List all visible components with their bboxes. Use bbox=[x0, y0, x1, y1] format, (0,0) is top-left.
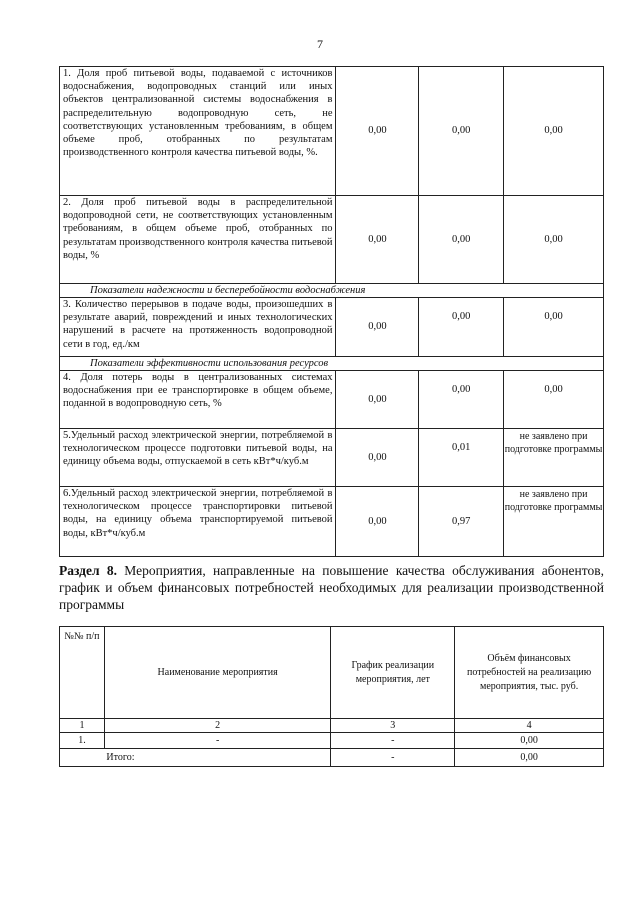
indicator-value-1: 0,00 bbox=[336, 298, 419, 357]
table-row bbox=[60, 429, 604, 487]
section-title: Показатели надежности и бесперебойности водоснабжения bbox=[90, 284, 366, 296]
indicator-description: 4. Доля потерь воды в централизованных системах водоснабжения при ее транспортировке в общем объеме, поданной в водопроводную сеть, % bbox=[60, 371, 336, 429]
indicator-description: 3. Количество перерывов в подаче воды, произошедших в результате аварий, повреждений и иных технологических нарушений в расчете на протяженность водопроводной сети в год, ед./км bbox=[60, 298, 336, 357]
indicator-value-3: 0,00 bbox=[504, 371, 604, 429]
table-row bbox=[60, 298, 604, 357]
table-row bbox=[60, 733, 604, 749]
column-number: 3 bbox=[331, 719, 455, 733]
indicator-value-2: 0,01 bbox=[419, 429, 504, 487]
table-row bbox=[60, 67, 604, 196]
indicator-value-3: 0,00 bbox=[504, 298, 604, 357]
indicator-description: 2. Доля проб питьевой воды в распределительной водопроводной сети, не соответствующих установленным требованиям, в общем объеме проб, отобранных по результатам производственного контроля качества питьевой воды, % bbox=[60, 196, 336, 284]
indicator-value-1: 0,00 bbox=[336, 429, 419, 487]
indicator-value-2: 0,00 bbox=[419, 196, 504, 284]
measures-table bbox=[59, 626, 604, 767]
indicator-value-2: 0,97 bbox=[419, 487, 504, 557]
table-row bbox=[60, 371, 604, 429]
total-schedule: - bbox=[331, 749, 455, 767]
section-row bbox=[60, 284, 604, 298]
page-number: 7 bbox=[317, 37, 323, 51]
indicator-value-2: 0,00 bbox=[419, 371, 504, 429]
measure-name: - bbox=[104, 733, 331, 749]
indicator-value-2: 0,00 bbox=[419, 298, 504, 357]
column-number: 4 bbox=[455, 719, 604, 733]
header-schedule: График реализации мероприятия, лет bbox=[331, 627, 455, 719]
table-header-row bbox=[60, 627, 604, 719]
total-label: Итого: bbox=[104, 749, 331, 767]
indicator-value-1: 0,00 bbox=[336, 371, 419, 429]
indicator-description: 5.Удельный расход электрической энергии, потребляемой в технологическом процессе подготовки питьевой воды, на единицу объема воды, отпускаемой в сеть кВт*ч/куб.м bbox=[60, 429, 336, 487]
indicator-description: 1. Доля проб питьевой воды, подаваемой с источников водоснабжения, водопроводных станций или иных объектов централизованной системы водоснабжения в распределительную водопроводную сеть, не соответствующих установленным требованиям, в общем объеме проб, отобранных по результатам производственного контроля качества питьевой воды, %. bbox=[60, 67, 336, 196]
header-measure-name: Наименование мероприятия bbox=[104, 627, 331, 719]
section-8-text: Мероприятия, направленные на повышение качества обслуживания абонентов, график и объем финансовых потребностей необходимых для реализации производственной программы bbox=[59, 563, 604, 612]
indicator-value-1: 0,00 bbox=[336, 196, 419, 284]
indicator-value-2: 0,00 bbox=[419, 67, 504, 196]
indicator-value-3: не заявлено при подготовке программы bbox=[504, 429, 604, 487]
section-title: Показатели эффективности использования ресурсов bbox=[90, 357, 329, 369]
table-row bbox=[60, 487, 604, 557]
indicator-value-1: 0,00 bbox=[336, 487, 419, 557]
indicator-value-3: 0,00 bbox=[504, 196, 604, 284]
column-number: 1 bbox=[60, 719, 105, 733]
column-numbers-row bbox=[60, 719, 604, 733]
table-row bbox=[60, 196, 604, 284]
column-number: 2 bbox=[104, 719, 331, 733]
section-row bbox=[60, 357, 604, 371]
measure-schedule: - bbox=[331, 733, 455, 749]
indicators-table bbox=[59, 66, 604, 557]
total-row bbox=[60, 749, 604, 767]
header-number: №№ п/п bbox=[60, 627, 105, 719]
indicator-description: 6.Удельный расход электрической энергии, потребляемой в технологическом процессе транспортировки питьевой воды, на единицу объема транспортируемой питьевой воды, кВт*ч/куб.м bbox=[60, 487, 336, 557]
indicator-value-3: не заявлено при подготовке программы bbox=[504, 487, 604, 557]
header-financing: Объём финансовых потребностей на реализацию мероприятия, тыс. руб. bbox=[455, 627, 604, 719]
row-number: 1. bbox=[60, 733, 105, 749]
measure-financing: 0,00 bbox=[455, 733, 604, 749]
total-financing: 0,00 bbox=[455, 749, 604, 767]
indicator-value-1: 0,00 bbox=[336, 67, 419, 196]
section-8-heading bbox=[59, 562, 604, 613]
indicator-value-3: 0,00 bbox=[504, 67, 604, 196]
section-8-label: Раздел 8. bbox=[59, 563, 117, 578]
